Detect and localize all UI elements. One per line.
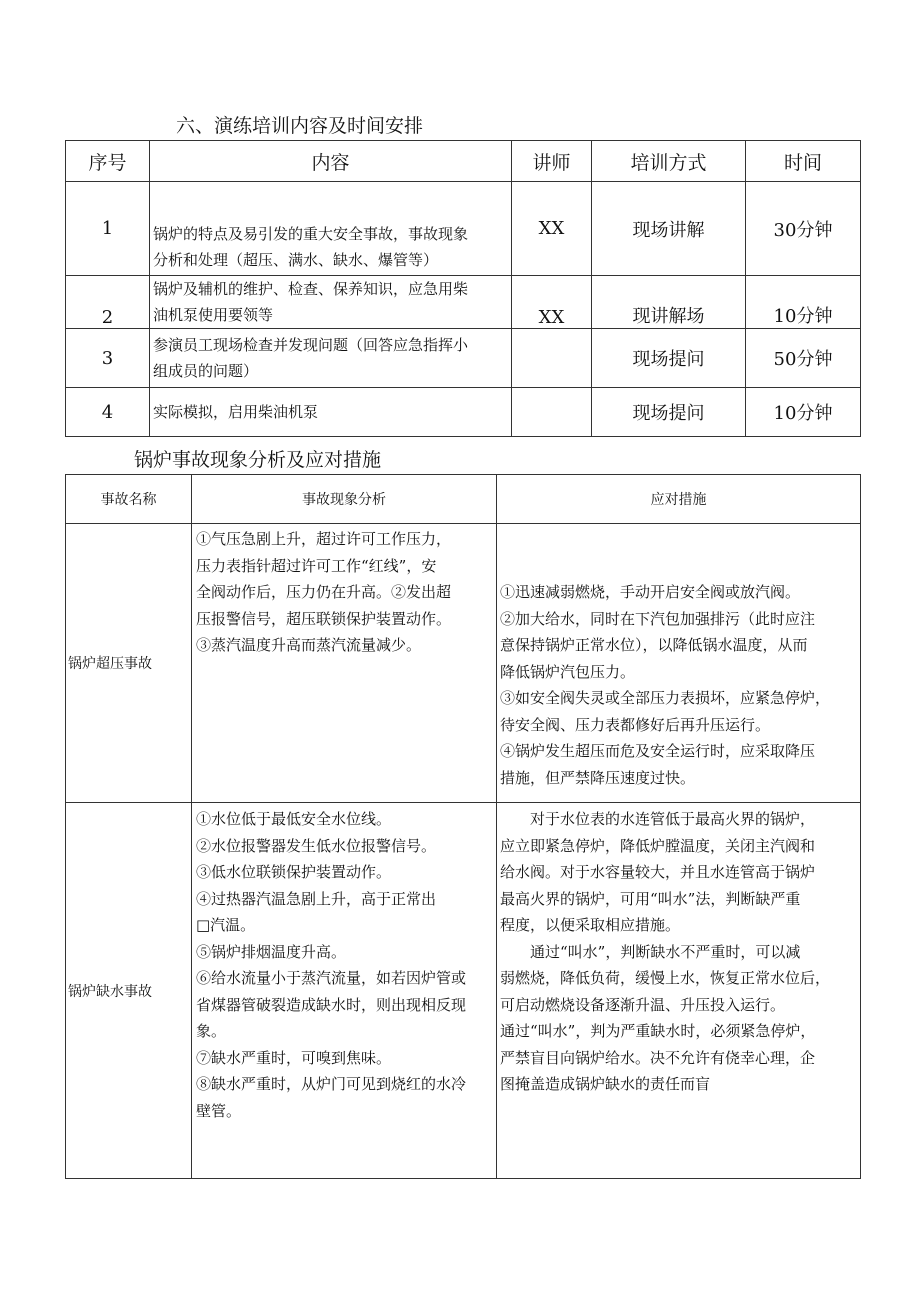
table-row	[66, 276, 861, 329]
accident-analysis: ①水位低于最低安全水位线。 ②水位报警器发生低水位报警信号。 ③低水位联锁保护装置动作。 ④过热器汽温急剧上升，高于正常出 □汽温。 ⑤锅炉排烟温度升高。 ⑥给水流量小于蒸汽流量，如若因炉管或 省煤器管破裂造成缺水时，则出现相反现 象。 ⑦缺水严重时，可嗅到焦味。 ⑧缺水严重时，从炉门可见到烧红的水冷 壁管。	[192, 803, 497, 1179]
row-lecturer: XX	[512, 276, 592, 329]
accident-section-title: 锅炉事故现象分析及应对措施	[134, 449, 382, 471]
row-method: 现场提问	[592, 329, 746, 388]
accident-measures: ①迅速减弱燃烧，手动开启安全阀或放汽阀。 ②加大给水，同时在下汽包加强排污（此时应注 意保持锅炉正常水位），以降低锅水温度，从而 降低锅炉汽包压力。 ③如安全阀失灵或全部压力表损坏，应紧急停炉， 待安全阀、压力表都修好后再升压运行。 ④锅炉发生超压而危及安全运行时，应采取降压 措施，但严禁降压速度过快。	[497, 524, 861, 803]
accident-measures: 对于水位表的水连管低于最高火界的锅炉， 应立即紧急停炉，降低炉膛温度，关闭主汽阀和 给水阀。对于水容量较大，并且水连管高于锅炉 最高火界的锅炉，可用“叫水”法，判断缺严重 程度，以便采取相应措施。 通过“叫水”，判断缺水不严重时，可以减 弱燃烧，降低负荷，缓慢上水，恢复正常水位后， 可启动燃烧设备逐渐升温、升压投入运行。 通过“叫水”，判为严重缺水时，必须紧急停炉， 严禁盲目向锅炉给水。决不允许有侥幸心理，企 图掩盖造成锅炉缺水的责任而盲	[497, 803, 861, 1179]
col-header-no: 序号	[66, 141, 150, 182]
row-content: 锅炉的特点及易引发的重大安全事故，事故现象 分析和处理（超压、满水、缺水、爆管等）	[150, 182, 512, 276]
row-time: 30分钟	[746, 182, 861, 276]
schedule-header-row	[66, 141, 861, 182]
row-method: 现讲解场	[592, 276, 746, 329]
table-row	[66, 329, 861, 388]
col-header-accident-name: 事故名称	[66, 475, 192, 524]
accident-header-row	[66, 475, 861, 524]
accident-analysis-table	[65, 474, 861, 1179]
col-header-content: 内容	[150, 141, 512, 182]
row-method: 现场讲解	[592, 182, 746, 276]
accident-analysis: ①气压急剧上升，超过许可工作压力， 压力表指针超过许可工作“红线”，安 全阀动作后，压力仍在升高。②发出超 压报警信号，超压联锁保护装置动作。 ③蒸汽温度升高而蒸汽流量减少。	[192, 524, 497, 803]
col-header-lecturer: 讲师	[512, 141, 592, 182]
row-content: 锅炉及辅机的维护、检查、保养知识，应急用柴 油机泵使用要领等	[150, 276, 512, 329]
accident-name: 锅炉缺水事故	[66, 803, 192, 1179]
row-lecturer	[512, 388, 592, 437]
row-method: 现场提问	[592, 388, 746, 437]
row-time: 10分钟	[746, 276, 861, 329]
table-row	[66, 803, 861, 1179]
table-row	[66, 524, 861, 803]
row-no: 2	[66, 276, 150, 329]
row-time: 10分钟	[746, 388, 861, 437]
row-no: 3	[66, 329, 150, 388]
row-content: 参演员工现场检查并发现问题（回答应急指挥小 组成员的问题）	[150, 329, 512, 388]
row-lecturer	[512, 329, 592, 388]
table-row	[66, 182, 861, 276]
training-schedule-table	[65, 140, 861, 437]
row-content: 实际模拟，启用柴油机泵	[150, 388, 512, 437]
row-lecturer: XX	[512, 182, 592, 276]
row-no: 1	[66, 182, 150, 276]
col-header-time: 时间	[746, 141, 861, 182]
section-title: 六、演练培训内容及时间安排	[176, 115, 424, 137]
row-no: 4	[66, 388, 150, 437]
table-row	[66, 388, 861, 437]
row-time: 50分钟	[746, 329, 861, 388]
col-header-measures: 应对措施	[497, 475, 861, 524]
col-header-analysis: 事故现象分析	[192, 475, 497, 524]
col-header-method: 培训方式	[592, 141, 746, 182]
accident-name: 锅炉超压事故	[66, 524, 192, 803]
